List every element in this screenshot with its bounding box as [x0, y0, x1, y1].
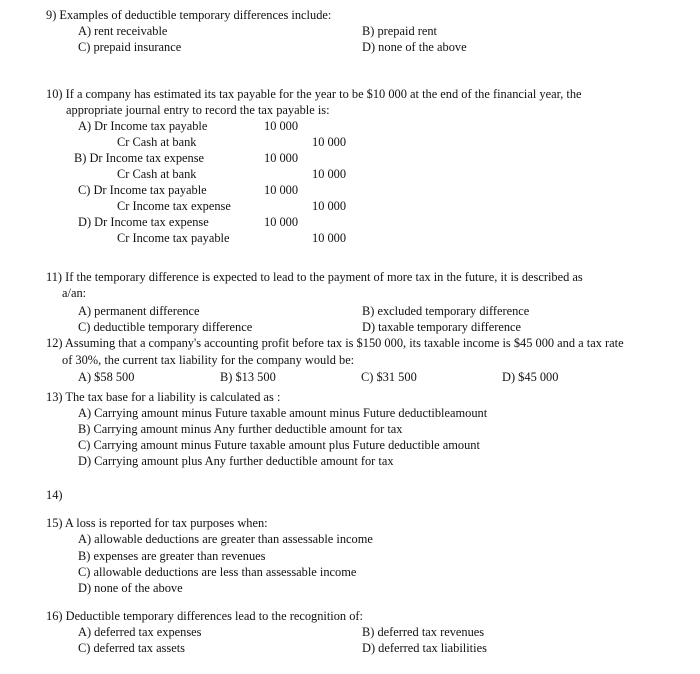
q14-stem: 14)	[46, 488, 63, 502]
q12-stem-line1: 12) Assuming that a company's accounting profit before tax is $150 000, its taxable income is $45 000 and a tax rate	[46, 336, 624, 350]
q9-option-a: A) rent receivable	[78, 24, 168, 38]
q10-option-a-cr-amount: 10 000	[312, 135, 347, 149]
q15-option-d: D) none of the above	[78, 581, 183, 595]
q10-option-c-dr-amount: 10 000	[264, 183, 299, 197]
q9-option-c: C) prepaid insurance	[78, 40, 182, 54]
q12-stem-line2: of 30%, the current tax liability for the company would be:	[62, 353, 355, 367]
q10-option-a-cr: Cr Cash at bank	[117, 135, 197, 149]
q9-option-d: D) none of the above	[362, 40, 467, 54]
q10-option-b-cr-amount: 10 000	[312, 167, 347, 181]
q10-option-c-cr: Cr Income tax expense	[117, 199, 231, 213]
q15-option-a: A) allowable deductions are greater than assessable income	[78, 532, 373, 546]
q13-option-c: C) Carrying amount minus Future taxable amount plus Future deductible amount	[78, 438, 480, 452]
q10-stem-line2: appropriate journal entry to record the tax payable is:	[66, 103, 330, 117]
q10-option-d-cr: Cr Income tax payable	[117, 231, 230, 245]
q10-option-a-dr-amount: 10 000	[264, 119, 299, 133]
q10-option-d-cr-amount: 10 000	[312, 231, 347, 245]
q15-option-c: C) allowable deductions are less than assessable income	[78, 565, 357, 579]
q12-option-c: C) $31 500	[361, 370, 417, 384]
q12-option-a: A) $58 500	[78, 370, 135, 384]
q10-option-b-dr: B) Dr Income tax expense	[74, 151, 205, 165]
q11-option-c: C) deductible temporary difference	[78, 320, 253, 334]
q10-option-c-dr: C) Dr Income tax payable	[78, 183, 207, 197]
q9-stem: 9) Examples of deductible temporary differences include:	[46, 8, 332, 22]
q10-option-d-dr-amount: 10 000	[264, 215, 299, 229]
q13-option-b: B) Carrying amount minus Any further deductible amount for tax	[78, 422, 403, 436]
q11-option-a: A) permanent difference	[78, 304, 200, 318]
q16-stem: 16) Deductible temporary differences lead to the recognition of:	[46, 609, 363, 623]
q16-option-d: D) deferred tax liabilities	[362, 641, 487, 655]
q10-option-b-dr-amount: 10 000	[264, 151, 299, 165]
q12-option-b: B) $13 500	[220, 370, 276, 384]
q13-option-a: A) Carrying amount minus Future taxable amount minus Future deductibleamount	[78, 406, 488, 420]
q13-stem: 13) The tax base for a liability is calculated as :	[46, 390, 281, 404]
q11-option-d: D) taxable temporary difference	[362, 320, 522, 334]
q12-option-d: D) $45 000	[502, 370, 559, 384]
q16-option-c: C) deferred tax assets	[78, 641, 185, 655]
q13-option-d: D) Carrying amount plus Any further deductible amount for tax	[78, 454, 394, 468]
q10-option-b-cr: Cr Cash at bank	[117, 167, 197, 181]
q11-stem-line1: 11) If the temporary difference is expected to lead to the payment of more tax in the future, it is described as	[46, 270, 583, 284]
q10-option-a-dr: A) Dr Income tax payable	[78, 119, 208, 133]
q16-option-b: B) deferred tax revenues	[362, 625, 485, 639]
q11-stem-line2: a/an:	[62, 286, 87, 300]
q15-option-b: B) expenses are greater than revenues	[78, 549, 266, 563]
q16-option-a: A) deferred tax expenses	[78, 625, 202, 639]
q15-stem: 15) A loss is reported for tax purposes when:	[46, 516, 268, 530]
q10-stem-line1: 10) If a company has estimated its tax payable for the year to be $10 000 at the end of the financial year, the	[46, 87, 582, 101]
q10-option-c-cr-amount: 10 000	[312, 199, 347, 213]
q9-option-b: B) prepaid rent	[362, 24, 438, 38]
q11-option-b: B) excluded temporary difference	[362, 304, 530, 318]
q10-option-d-dr: D) Dr Income tax expense	[78, 215, 209, 229]
